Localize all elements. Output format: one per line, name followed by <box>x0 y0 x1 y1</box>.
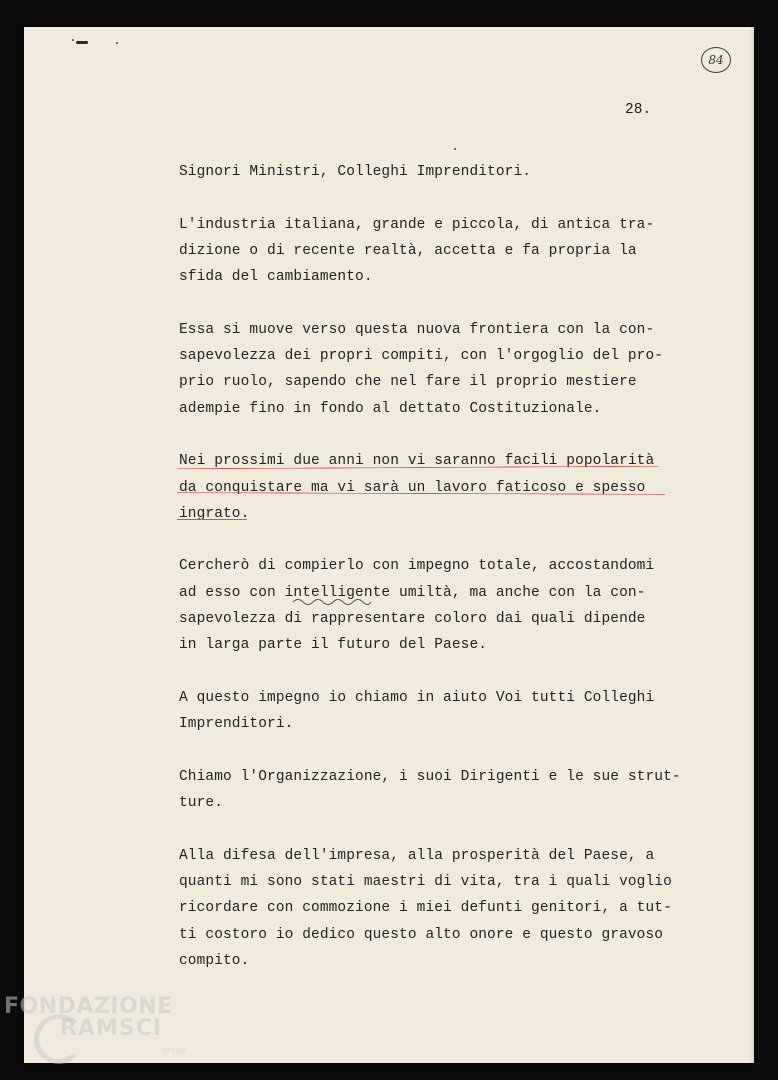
text-line: ad esso con intelligente umiltà, ma anche con la con- <box>179 584 646 601</box>
text-line: dizione o di recente realtà, accetta e fa propria la <box>179 242 637 259</box>
paragraph <box>179 764 699 817</box>
paragraph-salutation <box>179 159 699 185</box>
ink-dot <box>116 42 118 44</box>
text-line: ricordare con commozione i miei defunti genitori, a tut- <box>179 900 672 917</box>
document-body <box>179 159 699 1001</box>
text-line: sfida del cambiamento. <box>179 269 373 286</box>
text-line: Imprenditori. <box>179 716 294 733</box>
text-line: L'industria italiana, grande e piccola, di antica tra- <box>179 216 655 233</box>
text-line: Chiamo l'Organizzazione, i suoi Dirigenti e le sue strut- <box>179 768 681 785</box>
text-line: adempie fino in fondo al dettato Costituzionale. <box>179 400 602 417</box>
ink-mark <box>76 41 88 44</box>
text-line: in larga parte il futuro del Paese. <box>179 637 488 654</box>
paragraph <box>179 212 699 291</box>
text-line: quanti mi sono stati maestri di vita, tra i quali voglio <box>179 874 672 891</box>
watermark-line1: FONDAZIONE <box>4 994 173 1019</box>
fondazione-gramsci-watermark <box>4 994 204 1078</box>
archive-number-stamp: 84 <box>701 47 731 73</box>
page-number: 28. <box>625 102 652 118</box>
paragraph <box>179 843 699 974</box>
text-line: compito. <box>179 952 250 969</box>
text-line: ture. <box>179 795 224 812</box>
text-line: sapevolezza dei propri compiti, con l'orgoglio del pro- <box>179 348 664 365</box>
ink-dot <box>72 39 74 41</box>
watermark-line3: onlus <box>162 1046 187 1056</box>
text-line: prio ruolo, sapendo che nel fare il proprio mestiere <box>179 374 637 391</box>
text-line: sapevolezza di rappresentare coloro dai quali dipende <box>179 611 646 628</box>
page-edge-shadow <box>748 27 754 1063</box>
watermark-line2: RAMSCI <box>60 1016 163 1041</box>
text-line: ingrato. <box>179 505 250 522</box>
text-line: Cercherò di compierlo con impegno totale, accostandomi <box>179 558 655 575</box>
text-line: ti costoro io dedico questo alto onore e questo gravoso <box>179 926 664 943</box>
text-line: Essa si muove verso questa nuova frontiera con la con- <box>179 321 655 338</box>
text-line: Signori Ministri, Colleghi Imprenditori. <box>179 164 532 180</box>
text-line: Nei prossimi due anni non vi saranno facili popolarità <box>179 453 655 470</box>
text-line: Alla difesa dell'impresa, alla prosperità del Paese, a <box>179 847 655 864</box>
document-page <box>24 27 754 1063</box>
paragraph <box>179 685 699 738</box>
text-line: A questo impegno io chiamo in aiuto Voi tutti Colleghi <box>179 689 655 706</box>
squiggle-annotation <box>292 596 372 606</box>
ink-dot <box>454 148 456 150</box>
text-line: da conquistare ma vi sarà un lavoro faticoso e spesso <box>179 479 646 496</box>
paragraph <box>179 553 699 658</box>
paragraph-underlined <box>179 448 699 527</box>
paragraph <box>179 317 699 422</box>
